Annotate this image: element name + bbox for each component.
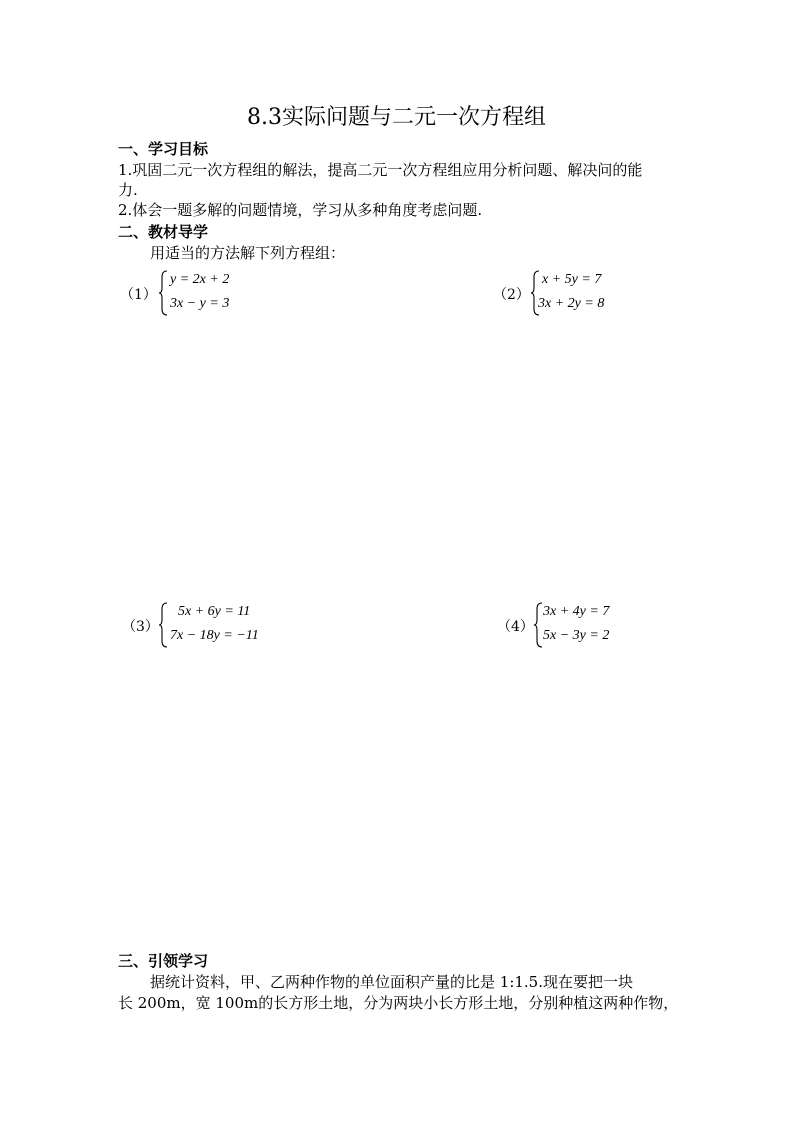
equation-3b: 7x − 18y = −11 [170, 628, 259, 643]
paragraph-line-2: 长 200m，宽 100m的长方形土地，分为两块小长方形土地，分别种植这两种作物， [118, 994, 679, 1012]
brace-icon [158, 602, 168, 648]
equation-1b: 3x − y = 3 [170, 296, 230, 311]
objective-item-1-line2: 力. [118, 181, 138, 199]
paragraph-line-1: 据统计资料，甲、乙两种作物的单位面积产量的比是 1:1.5.现在要把一块 [150, 973, 633, 991]
problem-label-3: （3） [122, 619, 159, 635]
problem-label-1: （1） [120, 287, 157, 303]
brace-icon [158, 270, 168, 316]
problem-label-4: （4） [497, 619, 534, 635]
brace-icon [533, 602, 543, 648]
section-heading-guided-learning: 三、引领学习 [118, 952, 209, 970]
objective-item-1-line1: 1.巩固二元一次方程组的解法，提高二元一次方程组应用分析问题、解决问的能 [118, 161, 643, 179]
problem-label-2: （2） [493, 287, 530, 303]
equation-2b: 3x + 2y = 8 [538, 296, 605, 311]
objective-item-2: 2.体会一题多解的问题情境，学习从多种角度考虑问题. [118, 201, 483, 219]
equation-1a: y = 2x + 2 [170, 272, 230, 287]
section-heading-objectives: 一、学习目标 [118, 140, 209, 158]
equation-4b: 5x − 3y = 2 [543, 628, 610, 643]
equation-4a: 3x + 4y = 7 [543, 604, 610, 619]
page-title: 8.3实际问题与二元一次方程组 [247, 105, 546, 130]
section-heading-guide: 二、教材导学 [118, 223, 209, 241]
equation-3a: 5x + 6y = 11 [178, 604, 251, 619]
instruction-text: 用适当的方法解下列方程组： [150, 244, 346, 262]
equation-2a: x + 5y = 7 [542, 272, 602, 287]
